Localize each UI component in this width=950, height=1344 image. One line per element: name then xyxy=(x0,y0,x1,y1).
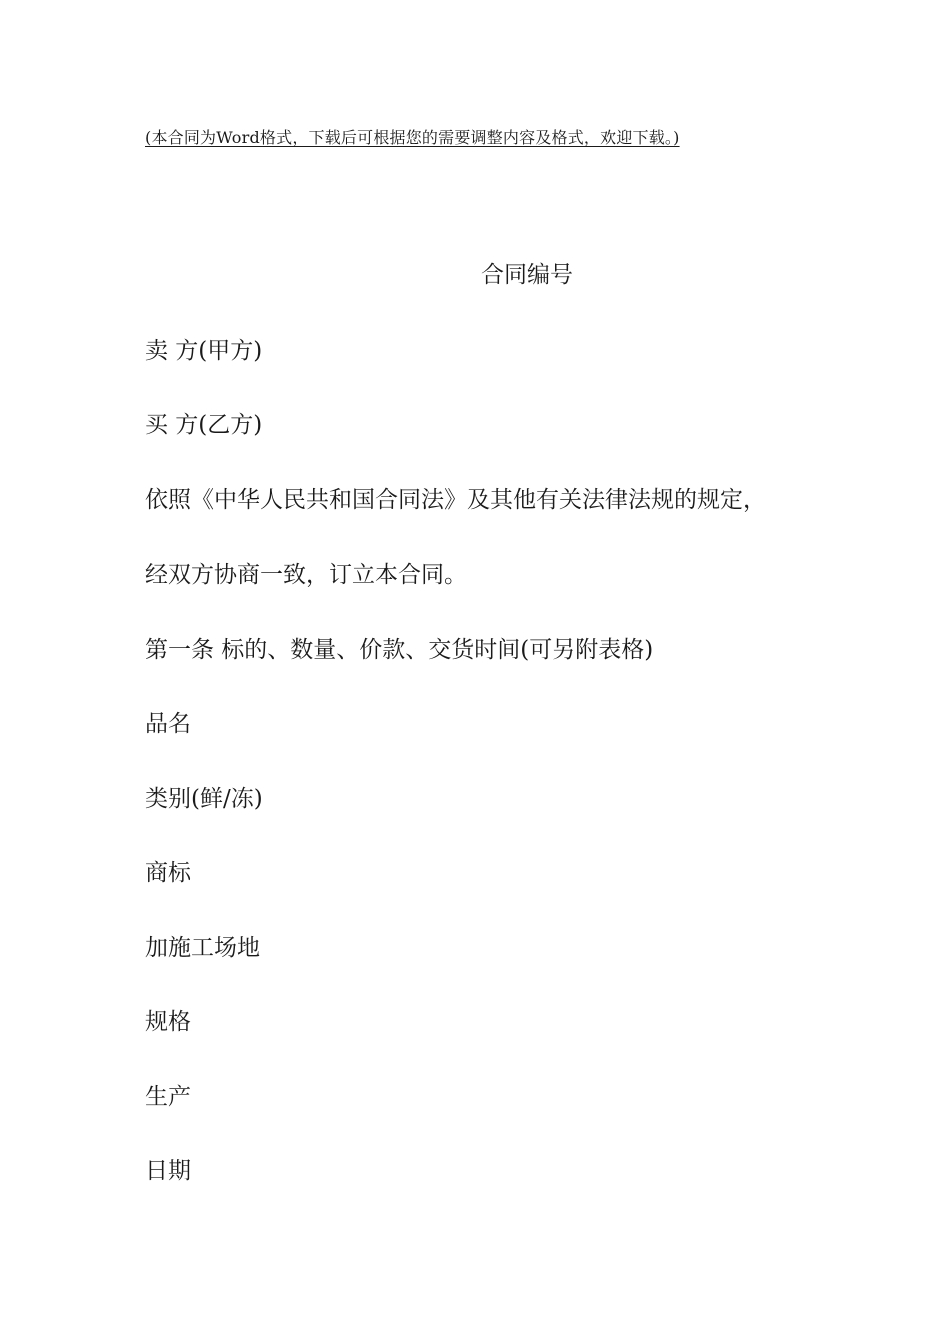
article-1-title: 第一条 标的、数量、价款、交货时间(可另附表格) xyxy=(145,637,654,663)
field-specification: 规格 xyxy=(145,1009,191,1035)
field-production: 生产 xyxy=(145,1084,191,1110)
field-trademark: 商标 xyxy=(145,860,191,886)
intro-text-line-1: 依照《中华人民共和国合同法》及其他有关法律法规的规定， xyxy=(145,487,766,513)
download-notice: (本合同为Word格式，下载后可根据您的需要调整内容及格式，欢迎下载。) xyxy=(145,128,680,147)
seller-label: 卖 方(甲方) xyxy=(145,338,263,364)
intro-text-line-2: 经双方协商一致，订立本合同。 xyxy=(145,562,467,588)
buyer-label: 买 方(乙方) xyxy=(145,412,263,438)
field-category: 类别(鲜/冻) xyxy=(145,786,263,812)
field-product-name: 品名 xyxy=(145,711,191,737)
field-date: 日期 xyxy=(145,1158,191,1184)
field-processing-site: 加施工场地 xyxy=(145,935,260,961)
contract-number-label: 合同编号 xyxy=(481,262,573,288)
